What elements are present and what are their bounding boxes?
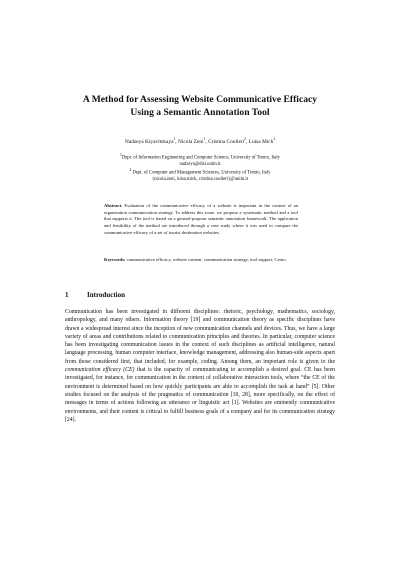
author-separator: , xyxy=(205,139,209,145)
keywords-label: Keywords: xyxy=(104,257,126,262)
affiliation-1 xyxy=(70,155,330,169)
author-affiliation-mark: 1 xyxy=(203,137,206,142)
affiliation-2-email: {nicola.zeni, luisa.mich, cristina.coulleri}@unitn.it xyxy=(151,177,249,183)
author-separator: , xyxy=(175,139,178,145)
paper-title-line-1: A Method for Assessing Website Communicative Efficacy xyxy=(82,94,318,105)
body-text-part-1: Communication has been investigated in different disciplines: rhetoric, psychology, mathematics, sociology, anthropology, and many others. Information theory [19] and communication theory as specific disciplines have drawn a widespread interest since the inception of new communication channels and devices. Thus, we have a large variety of areas and contributions related to communication principles and theories. In particular, computer science has been investigating communication issues in the context of such disciplines as artificial intelligence, natural language processing, human computer interface, knowledge management, addressing also human-side aspects apart from those considered first, that included, for example, coding. Among them, an important role is given to the xyxy=(65,309,335,365)
affiliation-1-text: Dept. of Information Engineering and Computer Science, University of Trento, Italy xyxy=(121,155,280,161)
author-separator: , xyxy=(245,139,249,145)
section-heading: Introduction xyxy=(87,291,125,299)
author-name: Cristina Coulleri xyxy=(208,139,245,145)
author-name: Luisa Mich xyxy=(248,139,274,145)
abstract xyxy=(104,203,298,237)
body-text-part-2: that is the capacity of communicating to accomplish a desired goal. CE has been investigated, for instance, for communication in the context of collaborative interaction tools, where “the CE of the environment is determined based on how quickly participants are able to accomplish the task at hand” [5]. Other studies focused on the analysis of the pragmatics of communication [10, 28], more specifically, on the effect of messages in terms of actions following an utterance or linguistic act [1]. Websites are eminently communicative environments, and their content is critical to fulfill business goals of a company and for its communication strategy [24]. xyxy=(65,367,335,423)
keywords-text: communicative efficacy, website content, communication strategy, tool support, Cerno. xyxy=(125,257,287,262)
affiliation-mark: 1 xyxy=(120,153,122,157)
keywords xyxy=(104,257,298,264)
affiliation-1-email: nadzeya@disi.unitn.it xyxy=(179,162,221,168)
author-name: Nicola Zeni xyxy=(177,139,204,145)
author-affiliation-mark: 2 xyxy=(273,137,276,142)
affiliation-mark: 2 xyxy=(129,168,132,172)
author-affiliation-mark: 2 xyxy=(244,137,246,142)
author-affiliation-mark: 1 xyxy=(173,137,176,142)
affiliation-2-line-1 xyxy=(70,170,330,177)
affiliation-2 xyxy=(70,170,330,184)
abstract-label: Abstract. xyxy=(104,203,123,208)
abstract-text: Evaluation of the communicative efficacy of a website is important in the context of an organization communication strategy. To address this issue, we propose a systematic method and a tool that supports it. The tool is based on a general-purpose semantic annotation framework. The application and feasibility of the method are introduced through a case study where it was used to compare the communicative efficacy of a set of tourist destination websites. xyxy=(104,203,298,235)
affiliation-1-line-1 xyxy=(70,155,330,162)
paper-title xyxy=(60,93,340,119)
author-list xyxy=(60,138,340,146)
section-number: 1 xyxy=(65,291,69,299)
body-emphasis: communication efficacy (CE) xyxy=(65,367,135,374)
paper-title-line-2: Using a Semantic Annotation Tool xyxy=(130,107,270,118)
affiliation-2-text: Dept. of Computer and Management Sciences, University of Trento, Italy xyxy=(131,170,271,176)
body-paragraph xyxy=(65,308,335,424)
author-name: Nadzeya Kiyavitskaya xyxy=(124,139,174,145)
